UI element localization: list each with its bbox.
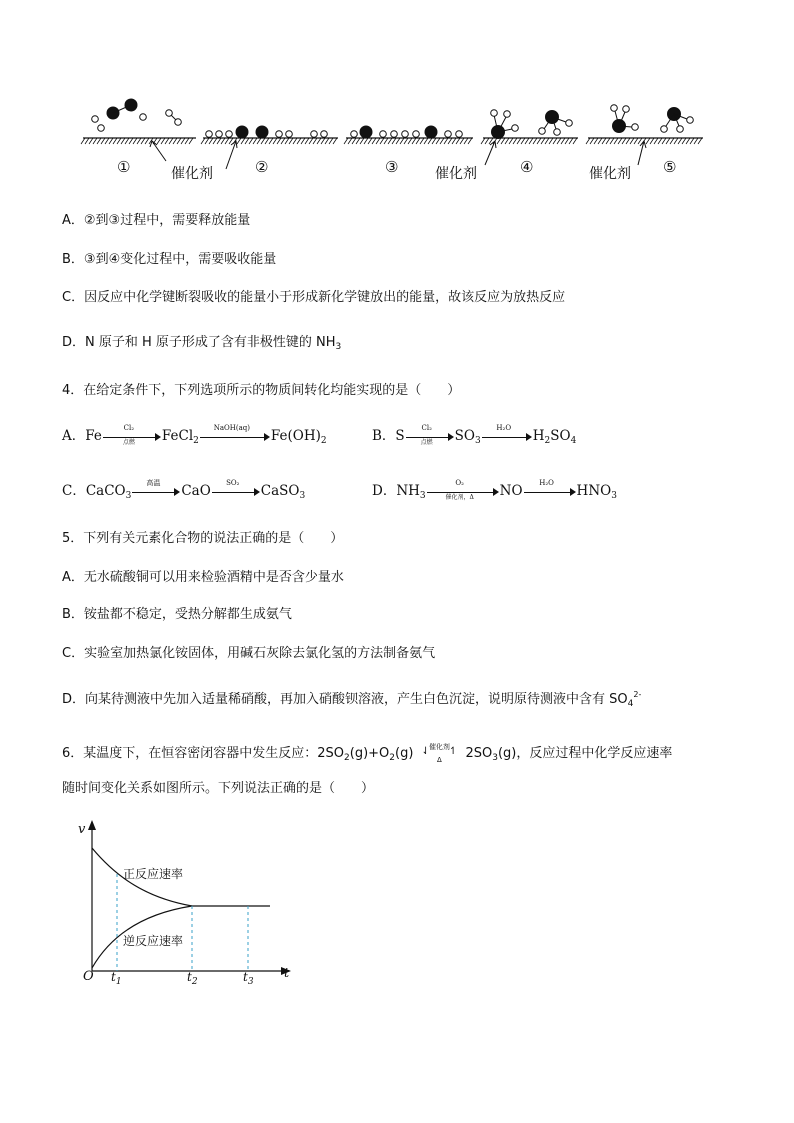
reaction-arrow: 高温 bbox=[132, 485, 180, 499]
q5-option-b: B．铵盐都不稳定，受热分解都生成氨气 bbox=[62, 607, 292, 622]
q5-option-c: C．实验室加热氯化铵固体，用碱石灰除去氯化氢的方法制备氨气 bbox=[62, 646, 436, 661]
reaction-arrow: O₂ 催化剂，Δ bbox=[427, 485, 499, 499]
q4-option-d: D．$NH_3$ O₂ 催化剂，Δ NO H₂O $HNO_3$ bbox=[372, 478, 617, 501]
catalyst-label-2: 催化剂 bbox=[435, 166, 477, 182]
q4-option-b: B．S Cl₂ 点燃 $SO_3$ H₂O $H_2SO_4$ bbox=[372, 423, 577, 446]
stage-3-label: ③ bbox=[385, 158, 399, 176]
catalyst-label-3: 催化剂 bbox=[589, 166, 631, 182]
q5-option-a: A．无水硫酸铜可以用来检验酒精中是否含少量水 bbox=[62, 570, 344, 585]
q4-option-c: C．CaCO$_3$ 高温 CaO SO₂ CaSO$_3$ bbox=[62, 478, 306, 501]
stage-2-label: ② bbox=[255, 158, 269, 176]
reaction-arrow: Cl₂ 点燃 bbox=[406, 430, 454, 444]
reaction-arrow: H₂O bbox=[482, 430, 532, 444]
reaction-arrow: H₂O bbox=[524, 485, 576, 499]
stage3-atoms bbox=[351, 126, 463, 139]
reaction-arrow: NaOH(aq) bbox=[200, 430, 270, 444]
q4-stem: 4．在给定条件下，下列选项所示的物质间转化均能实现的是（ ） bbox=[62, 383, 461, 398]
tick-t3: $t_3$ bbox=[243, 970, 254, 987]
stage-1-label: ① bbox=[117, 158, 131, 176]
q6-stem-line2: 随时间变化关系如图所示。下列说法正确的是（ ） bbox=[62, 781, 375, 796]
catalyst-label-1: 催化剂 bbox=[171, 166, 213, 182]
stage1-molecules bbox=[92, 99, 182, 132]
reaction-arrow: Cl₂ 点燃 bbox=[103, 430, 161, 444]
tick-t1: $t_1$ bbox=[111, 970, 122, 987]
x-axis-label: t bbox=[284, 966, 290, 981]
q3-option-c: C．因反应中化学键断裂吸收的能量小于形成新化学键放出的能量，故该反应为放热反应 bbox=[62, 290, 566, 305]
reversible-arrow: 催化剂 ⇃ ↿ Δ bbox=[421, 742, 458, 764]
q3-option-d: D．N 原子和 H 原子形成了含有非极性键的 $NH_3$ bbox=[62, 335, 342, 352]
q3-option-b: B．③到④变化过程中，需要吸收能量 bbox=[62, 252, 277, 267]
forward-rate-label: 正反应速率 bbox=[123, 867, 184, 881]
reaction-arrow: SO₂ bbox=[212, 485, 260, 499]
q6-stem-line1: 6．某温度下，在恒容密闭容器中发生反应：$2SO_2(g)+O_2(g)$ 催化剂 ⇃ ↿ Δ $2SO_3(g)$，反应过程中化学反应速率 bbox=[62, 742, 673, 764]
stage5-molecules bbox=[611, 105, 694, 133]
y-axis-label: v bbox=[78, 822, 86, 837]
stage-5-label: ⑤ bbox=[663, 158, 677, 176]
reverse-rate-label: 逆反应速率 bbox=[123, 934, 184, 948]
stage2-adsorbed bbox=[206, 126, 328, 139]
stage4-molecules bbox=[491, 110, 573, 139]
rate-time-graph bbox=[72, 818, 297, 993]
stage-4-label: ④ bbox=[520, 158, 534, 176]
q3-option-a: A．②到③过程中，需要释放能量 bbox=[62, 213, 251, 228]
q4-option-a: A．Fe Cl₂ 点燃 FeCl$_2$ NaOH(aq) $Fe(OH)_2$ bbox=[62, 423, 327, 446]
origin-label: O bbox=[83, 969, 94, 984]
q5-option-d: D．向某待测液中先加入适量稀硝酸，再加入硝酸钡溶液，产生白色沉淀，说明原待测液中含有 $SO_4^{2-}$ bbox=[62, 690, 642, 709]
tick-t2: $t_2$ bbox=[187, 970, 198, 987]
q5-stem: 5．下列有关元素化合物的说法正确的是（ ） bbox=[62, 531, 344, 546]
